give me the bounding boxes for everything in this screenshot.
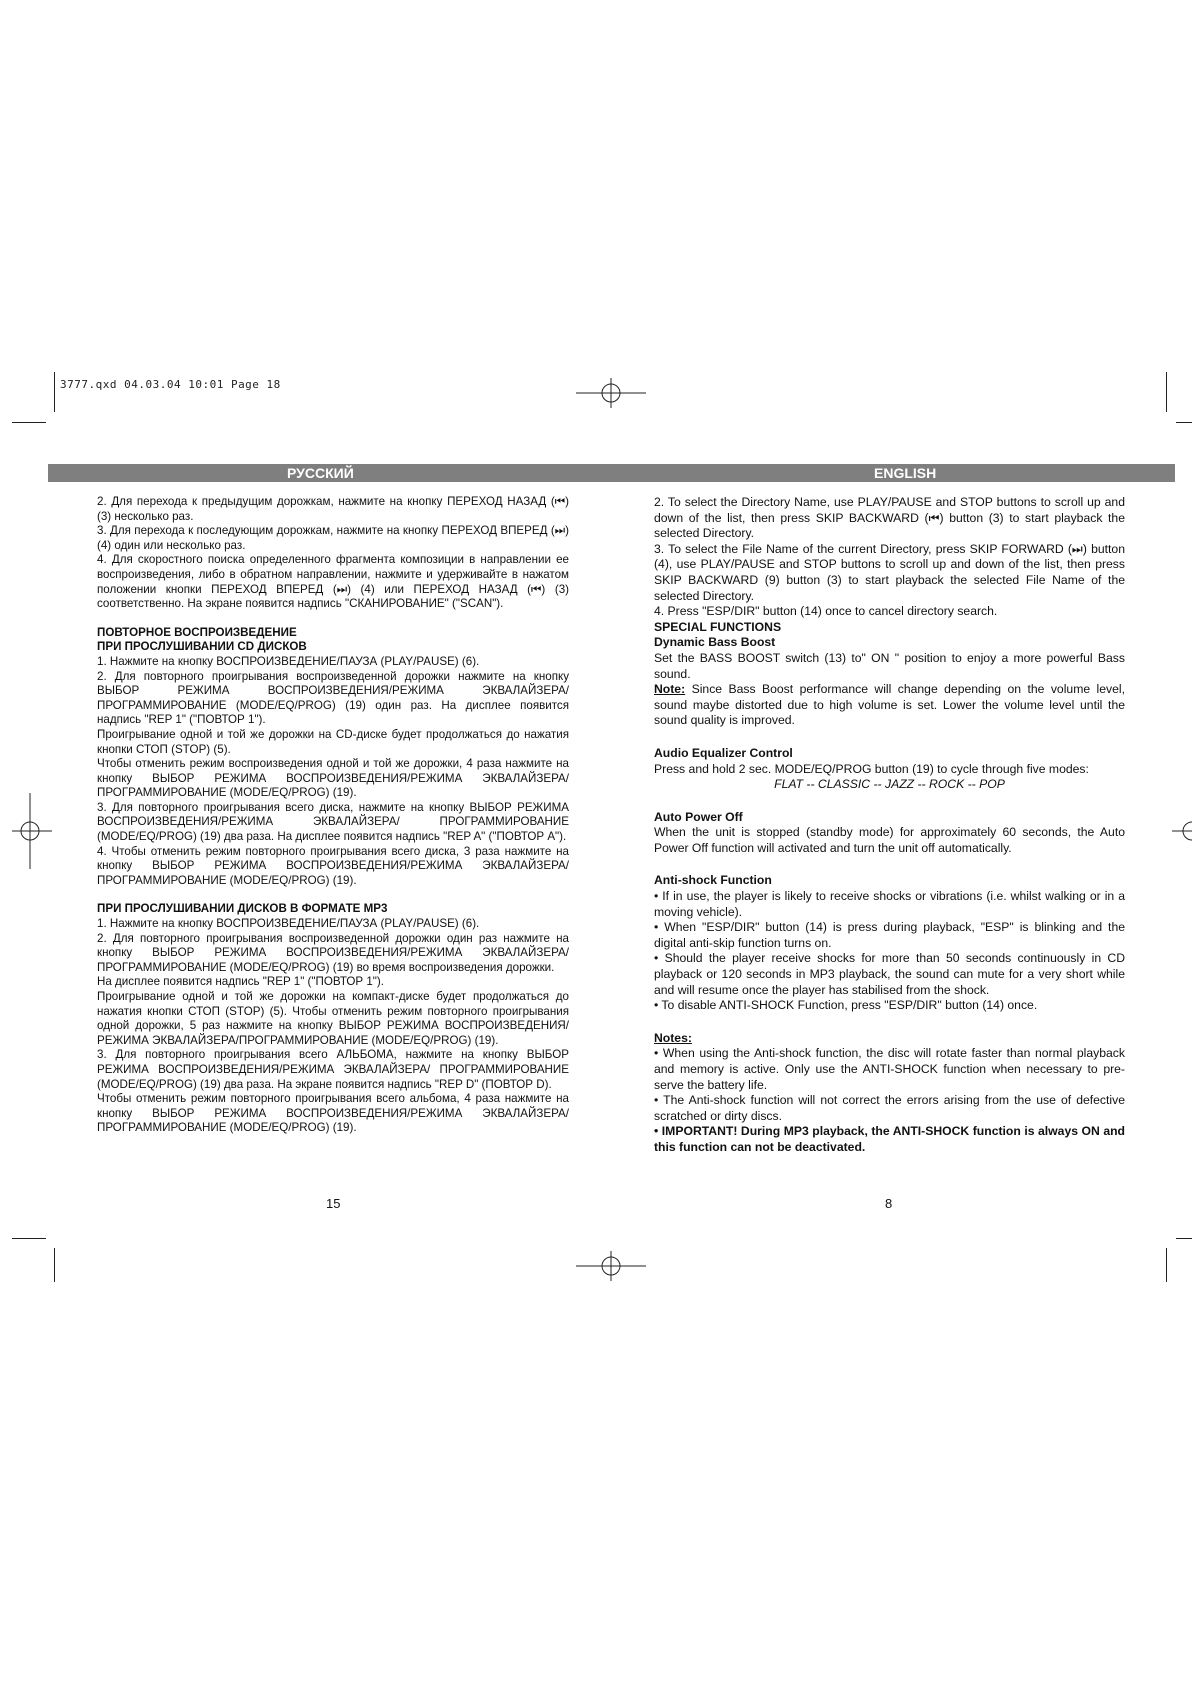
en-note-2: • The Anti-shock function will not correct the errors arising from the use of defective scratched or dirty discs. [654, 1093, 1125, 1123]
crop-mark [1166, 1248, 1167, 1282]
crop-mark [12, 422, 46, 423]
crop-mark [1166, 372, 1167, 412]
ru-mp3-note-1: На дисплее появится надпись "REP 1" ("ПОВТОР 1"). [97, 975, 384, 989]
en-anti-shock-item-2: • When "ESP/DIR" button (14) is press during playback, "ESP" is blinking and the digital anti-skip function turns on. [654, 920, 1125, 950]
ru-mp3-step-2: 2. Для повторного проигрывания воспроизведенной дорожки один раз нажмите на кнопку ВЫБОР РЕЖИМА ВОСПРОИЗВЕДЕНИЯ/РЕЖИМА ЭКВАЛАЙЗЕРА/ПРОГРАММИРОВАНИЕ (MODE/EQ/PROG) (19) во время воспроизведения дорожки. [97, 931, 569, 974]
en-bass-boost-heading: Dynamic Bass Boost [654, 635, 776, 650]
ru-mp3-step-1: 1. Нажмите на кнопку ВОСПРОИЗВЕДЕНИЕ/ПАУЗА (PLAY/PAUSE) (6). [97, 917, 480, 931]
crop-mark [12, 1238, 46, 1239]
en-step-3: 3. To select the File Name of the current Directory, press SKIP FORWARD (⏭) button (4), use PLAY/PAUSE and STOP buttons to scroll up and down of the list, then press SKIP BACKWARD (9) button (3) to start playback the selected File Name of the selected Directory. [654, 541, 1125, 603]
header-english: ENGLISH [874, 465, 937, 481]
page-number-right: 8 [885, 1196, 893, 1211]
en-bass-boost-text: Set the BASS BOOST switch (13) to" ON " position to enjoy a more powerful Bass sound. [654, 650, 1125, 681]
en-equalizer-text: Press and hold 2 sec. MODE/EQ/PROG button (19) to cycle through five modes: [654, 761, 1089, 776]
russian-column [97, 495, 569, 1136]
en-notes-heading: Notes: [654, 1030, 692, 1045]
registration-mark-top [576, 378, 646, 408]
ru-cd-step-1: 1. Нажмите на кнопку ВОСПРОИЗВЕДЕНИЕ/ПАУЗА (PLAY/PAUSE) (6). [97, 654, 480, 668]
ru-cd-note-1: Проигрывание одной и той же дорожки на CD-диске будет продолжаться до нажатия кнопки СТОП (STOP) (5). [97, 727, 569, 756]
en-note-1: • When using the Anti-shock function, the disc will rotate faster than normal playback and memory is active. Only use the ANTI-SHOCK function when necessary to pre-serve the battery life. [654, 1046, 1125, 1092]
en-anti-shock-item-1: • If in use, the player is likely to receive shocks or vibrations (i.e. whilst walking or in a moving vehicle). [654, 889, 1125, 919]
en-equalizer-heading: Audio Equalizer Control [654, 745, 793, 760]
en-anti-shock-heading: Anti-shock Function [654, 873, 772, 888]
ru-cd-step-4: 4. Чтобы отменить режим повторного проигрывания всего диска, 3 раза нажмите на кнопку ВЫБОР РЕЖИМА ВОСПРОИЗВЕДЕНИЯ/РЕЖИМА ЭКВАЛАЙЗЕРА/ ПРОГРАММИРОВАНИЕ (MODE/EQ/PROG) (19). [97, 844, 569, 887]
en-step-4: 4. Press "ESP/DIR" button (14) once to cancel directory search. [654, 604, 998, 619]
ru-heading-mp3: ПРИ ПРОСЛУШИВАНИИ ДИСКОВ В ФОРМАТЕ MP3 [97, 902, 388, 916]
en-auto-power-off-heading: Auto Power Off [654, 809, 743, 824]
ru-cd-step-3: 3. Для повторного проигрывания всего диска, нажмите на кнопку ВЫБОР РЕЖИМА ВОСПРОИЗВЕДЕНИЯ/РЕЖИМА ЭКВАЛАЙЗЕРА/ ПРОГРАММИРОВАНИЕ (MODE/EQ/PROG) (19) два раза. На дисплее появится надпись "REP A" ("ПОВТОР A"). [97, 800, 569, 844]
ru-mp3-note-2: Проигрывание одной и той же дорожки на компакт-диске будет продолжаться до нажатия кнопки СТОП (STOP) (5). Чтобы отменить режим повторного проигрывания одной дорожки, 5 раз нажмите на кнопку ВЫБОР РЕЖИМА ВОСПРОИЗВЕДЕНИЯ/ РЕЖИМА ЭКВАЛАЙЗЕРА/ПРОГРАММИРОВАНИЕ (MODE/EQ/PROG) (19). [97, 990, 569, 1047]
language-header-bar [48, 464, 1175, 482]
page-number-left: 15 [326, 1196, 341, 1211]
crop-mark [1176, 422, 1192, 423]
en-special-functions-heading: SPECIAL FUNCTIONS [654, 619, 782, 634]
crop-mark [1176, 1238, 1192, 1239]
ru-step-2: 2. Для перехода к предыдущим дорожкам, нажмите на кнопку ПЕРЕХОД НАЗАД (⏮) (3) несколько раз. [97, 495, 569, 523]
registration-mark-bottom [576, 1251, 646, 1281]
registration-mark-right [1172, 793, 1192, 869]
en-anti-shock-item-4: • To disable ANTI-SHOCK Function, press "ESP/DIR" button (14) once. [654, 998, 1038, 1013]
en-step-2: 2. To select the Directory Name, use PLAY/PAUSE and STOP buttons to scroll up and down of the list, then press SKIP BACKWARD (⏮) button (3) to start playback the selected Directory. [654, 495, 1125, 541]
english-column [654, 495, 1125, 1156]
ru-step-4: 4. Для скоростного поиска определенного фрагмента композиции в направлении ее воспроизведения, либо в обратном направлении, нажмите и удерживайте в нажатом положении кнопки ПЕРЕХОД ВПЕРЕД (⏭) (4) или ПЕРЕХОД НАЗАД (⏮) (3) соответственно. На экране появится надпись "СКАНИРОВАНИЕ" ("SCAN"). [97, 553, 569, 611]
ru-heading-repeat: ПОВТОРНОЕ ВОСПРОИЗВЕДЕНИЕ [97, 625, 297, 639]
note-label: Note: [654, 682, 686, 697]
print-slug: 3777.qxd 04.03.04 10:01 Page 18 [60, 378, 281, 391]
en-equalizer-modes: FLAT -- CLASSIC -- JAZZ -- ROCK -- POP [774, 777, 1005, 792]
en-note-3: • IMPORTANT! During MP3 playback, the ANTI-SHOCK function is always ON and this function can not be deactivated. [654, 1124, 1125, 1154]
crop-mark [54, 372, 55, 412]
registration-mark-left [12, 793, 52, 869]
ru-cd-step-2: 2. Для повторного проигрывания воспроизведенной дорожки нажмите на кнопку ВЫБОР РЕЖИМА ВОСПРОИЗВЕДЕНИЯ/РЕЖИМА ЭКВАЛАЙЗЕРА/ ПРОГРАММИРОВАНИЕ (MODE/EQ/PROG) (19) один раз. На дисплее появится надпись "REP 1" ("ПОВТОР 1"). [97, 669, 569, 727]
ru-mp3-note-3: Чтобы отменить режим повторного проигрывания всего альбома, 4 раза нажмите на кнопку ВЫБОР РЕЖИМА ВОСПРОИЗВЕДЕНИЯ/РЕЖИМА ЭКВАЛАЙЗЕРА/ ПРОГРАММИРОВАНИЕ (MODE/EQ/PROG) (19). [97, 1092, 569, 1135]
en-bass-boost-note [654, 682, 1125, 729]
en-anti-shock-item-3: • Should the player receive shocks for more than 50 seconds continuously in CD playback or 120 seconds in MP3 playback, the sound can mute for a very short while and will resume once the player has stabilised from the shock. [654, 951, 1125, 997]
ru-cd-note-2: Чтобы отменить режим воспроизведения одной и той же дорожки, 4 раза нажмите на кнопку ВЫБОР РЕЖИМА ВОСПРОИЗВЕДЕНИЯ/РЕЖИМА ЭКВАЛАЙЗЕРА/ ПРОГРАММИРОВАНИЕ (MODE/EQ/PROG) (19). [97, 757, 569, 800]
note-text: Since Bass Boost performance will change depending on the volume level, sound maybe distorted due to high volume is set. Lower the volume level until the sound quality is improved. [654, 682, 1125, 728]
ru-heading-cd: ПРИ ПРОСЛУШИВАНИИ CD ДИСКОВ [97, 640, 307, 654]
header-russian: РУССКИЙ [287, 465, 354, 481]
ru-step-3: 3. Для перехода к последующим дорожкам, нажмите на кнопку ПЕРЕХОД ВПЕРЕД (⏭) (4) один или несколько раз. [97, 524, 569, 552]
crop-mark [54, 1248, 55, 1282]
en-auto-power-off-text: When the unit is stopped (standby mode) for approximately 60 seconds, the Auto Power Off function will activated and turn the unit off automatically. [654, 825, 1125, 855]
ru-mp3-step-3: 3. Для повторного проигрывания всего АЛЬБОМА, нажмите на кнопку ВЫБОР РЕЖИМА ВОСПРОИЗВЕДЕНИЯ/РЕЖИМА ЭКВАЛАЙЗЕРА/ ПРОГРАММИРОВАНИЕ (MODE/EQ/PROG) (19) два раза. На экране появится надпись "REP D" (ПОВТОР D). [97, 1048, 569, 1091]
